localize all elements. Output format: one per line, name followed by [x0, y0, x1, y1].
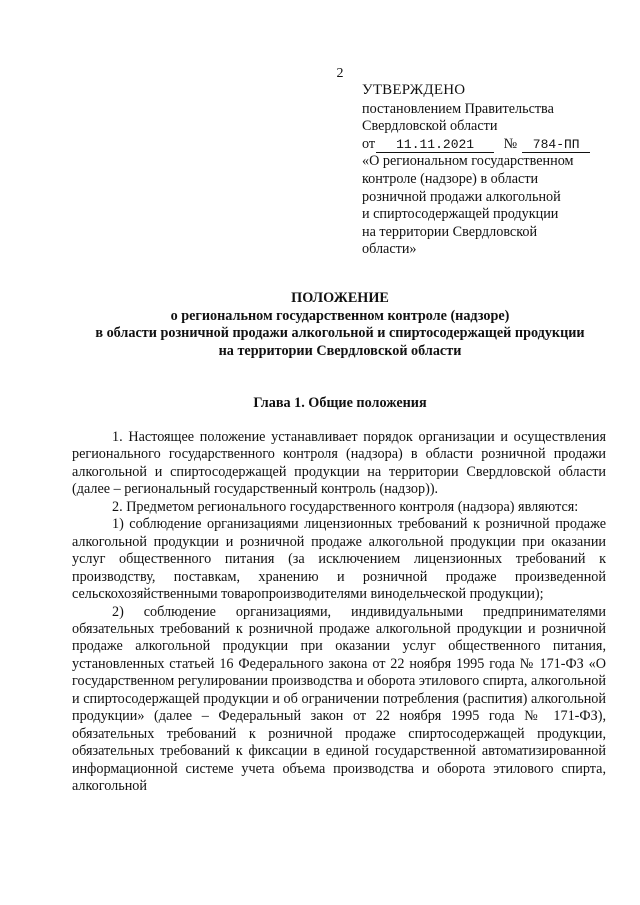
approval-date: 11.11.2021 — [376, 138, 494, 153]
resolution-name-line-3: розничной продажи алкогольной — [362, 188, 561, 205]
chapter-heading: Глава 1. Общие положения — [253, 395, 427, 411]
document-title-line-2: о региональном государственном контроле (надзоре) — [170, 307, 510, 324]
resolution-name-line-4: и спиртосодержащей продукции — [362, 206, 559, 223]
approval-line-2: Свердловской области — [362, 118, 498, 135]
resolution-name-line-2: контроле (надзоре) в области — [362, 170, 539, 187]
approval-date-line — [362, 136, 612, 154]
paragraph-2-item-1: 1) соблюдение организациями лицензионных требований к розничной продаже алкогольной продукции и розничной продаже алкогольной продукции при оказании услуг общественного питания (за исключением лицензионных требований к производству, поставкам, хранению и розничной продаже произведенной сельскохозяйственными товаропроизводителями винодельческой продукции); — [72, 516, 606, 603]
document-body — [72, 429, 606, 796]
paragraph-1: 1. Настоящее положение устанавливает порядок организации и осуществления регионального государственного контроля (надзора) в области розничной продажи алкогольной и спиртосодержащей продукции на территории Свердловской области (далее – региональный государственный контроль (надзор)). — [72, 429, 606, 498]
document-title-line-4: на территории Свердловской области — [218, 342, 462, 359]
number-prefix: № — [503, 135, 518, 152]
approved-heading: УТВЕРЖДЕНО — [362, 82, 466, 98]
approval-line-1: постановлением Правительства — [362, 100, 554, 117]
document-title-line-1: ПОЛОЖЕНИЕ — [291, 290, 389, 306]
resolution-name-line-6: области» — [362, 241, 417, 258]
document-title — [40, 290, 640, 360]
resolution-name-line-1: «О региональном государственном — [362, 153, 574, 170]
paragraph-2: 2. Предметом регионального государственного контроля (надзора) являются: — [112, 498, 579, 515]
paragraph-2-item-2: 2) соблюдение организациями, индивидуальными предпринимателями обязательных требований к розничной продаже алкогольной продукции и розничной продаже алкогольной продукции при оказании услуг общественного питания, установленных статьей 16 Федерального закона от 22 ноября 1995 года № 171-ФЗ «О государственном регулировании производства и оборота этилового спирта, алкогольной и спиртосодержащей продукции и об ограничении потребления (распития) алкогольной продукции» (далее – Федеральный закон от 22 ноября 1995 года № 171-ФЗ), обязательных требований к розничной продаже спиртосодержащей продукции, обязательных требований к фиксации в единой государственной автоматизированной информационной системе учета объема производства и оборота этилового спирта, алкогольной — [72, 603, 606, 795]
resolution-name-line-5: на территории Свердловской — [362, 223, 538, 240]
page-number: 2 — [336, 66, 344, 81]
approval-number: 784-ПП — [522, 138, 590, 153]
document-title-line-3: в области розничной продажи алкогольной и спиртосодержащей продукции — [95, 325, 585, 341]
approval-block — [362, 82, 612, 259]
date-prefix: от — [362, 135, 376, 152]
